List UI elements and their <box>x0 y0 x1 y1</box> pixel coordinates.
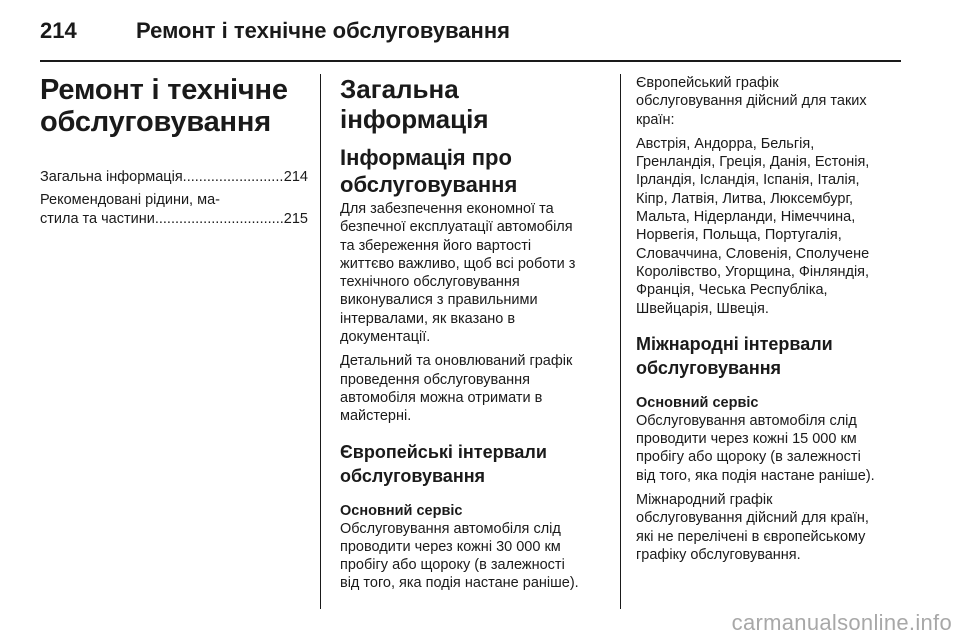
toc-line <box>40 168 308 186</box>
text-line: Детальний та оновлюваний графік <box>340 353 573 370</box>
heading-basic-service: Основний сервіс <box>636 394 759 411</box>
paragraph-country-list <box>636 135 916 318</box>
section-heading-general-info: Загальна інформація <box>340 74 489 134</box>
column-1 <box>40 74 308 233</box>
paragraph-international-interval <box>636 412 916 485</box>
text-line: Швейцарія, Швеція. <box>636 300 769 317</box>
watermark: carmanualsonline.info <box>731 610 952 635</box>
text-line: Словаччина, Словенія, Сполучене <box>636 245 870 262</box>
chapter-title-line: Ремонт і технічне <box>40 74 288 106</box>
text-line: країн: <box>636 111 675 128</box>
text-line: від того, яка подія настане раніше). <box>636 467 875 484</box>
paragraph-maintenance-importance <box>340 200 608 346</box>
heading-line: Інформація про <box>340 145 512 170</box>
text-line: Мальта, Нідерланди, Німеччина, <box>636 209 856 226</box>
text-line: та збереження його вартості <box>340 237 532 254</box>
column-2 <box>340 74 608 593</box>
toc-entry-fluids-parts[interactable] <box>40 191 308 228</box>
toc-entry-general-info[interactable] <box>40 168 308 186</box>
column-divider-2 <box>620 74 621 609</box>
text-line: обслуговування дійсний для таких <box>636 93 867 110</box>
text-line: пробігу або щороку (в залежності <box>340 557 565 574</box>
paragraph-european-schedule-scope <box>636 74 916 129</box>
heading-line: обслуговування <box>340 172 518 197</box>
text-line: документації. <box>340 329 431 346</box>
heading-line: обслуговування <box>636 357 782 378</box>
heading-line: обслуговування <box>340 465 486 486</box>
column-divider-1 <box>320 74 321 609</box>
toc-entry-text: стила та частини <box>40 210 155 227</box>
running-title: Ремонт і технічне обслуговування <box>136 18 510 43</box>
toc-entry-text: Загальна інформація <box>40 169 183 185</box>
chapter-title-line: обслуговування <box>40 106 271 138</box>
text-line: Кіпр, Латвія, Литва, Люксембург, <box>636 190 853 207</box>
text-line: Ірландія, Ісландія, Іспанія, Італія, <box>636 172 860 189</box>
text-line: Австрія, Андорра, Бельгія, <box>636 135 815 152</box>
paragraph-european-interval <box>340 520 608 593</box>
text-line: які не перелічені в європейському <box>636 528 866 545</box>
subsection-heading-service-info <box>340 144 608 198</box>
toc-line <box>40 191 308 209</box>
text-line: Європейський графік <box>636 75 779 91</box>
toc-entry-page: 214 <box>283 169 308 185</box>
toc-entry-page: 215 <box>283 210 308 227</box>
toc-line <box>40 210 308 228</box>
heading-line: Міжнародні інтервали <box>636 333 833 354</box>
text-line: Франція, Чеська Республіка, <box>636 282 828 299</box>
heading-european-intervals <box>340 440 608 488</box>
heading-basic-service: Основний сервіс <box>340 502 463 519</box>
text-line: безпечної експлуатації автомобіля <box>340 219 573 236</box>
toc-leader-dots <box>183 168 284 186</box>
text-line: обслуговування дійсний для країн, <box>636 510 869 527</box>
text-line: Обслуговування автомобіля слід <box>340 520 561 537</box>
text-line: пробігу або щороку (в залежності <box>636 449 861 466</box>
text-line: життєво важливо, щоб всі роботи з <box>340 255 576 272</box>
text-line: Міжнародний графік <box>636 492 773 509</box>
text-line: проведення обслуговування <box>340 371 530 388</box>
column-3 <box>636 74 916 564</box>
text-line: від того, яка подія настане раніше). <box>340 575 579 592</box>
text-line: виконувалися з правильними <box>340 292 538 309</box>
page-header <box>40 18 920 48</box>
text-line: автомобіля можна отримати в <box>340 389 543 406</box>
text-line: графіку обслуговування. <box>636 546 801 563</box>
text-line: проводити через кожні 15 000 км <box>636 431 857 448</box>
text-line: Для забезпечення економної та <box>340 201 554 217</box>
paragraph-service-schedule <box>340 352 608 425</box>
heading-international-intervals <box>636 332 916 380</box>
header-rule <box>40 60 901 62</box>
toc-leader-dots <box>155 210 284 228</box>
text-line: Королівство, Угорщина, Фінляндія, <box>636 263 870 280</box>
paragraph-international-schedule-scope <box>636 491 916 564</box>
chapter-title <box>40 74 308 138</box>
toc-entry-text: Рекомендовані рідини, ма- <box>40 192 220 209</box>
text-line: технічного обслуговування <box>340 274 520 291</box>
text-line: проводити через кожні 30 000 км <box>340 538 561 555</box>
text-line: Норвегія, Польща, Португалія, <box>636 227 842 244</box>
table-of-contents <box>40 168 308 228</box>
text-line: майстерні. <box>340 408 412 425</box>
heading-line: Європейські інтервали <box>340 441 547 462</box>
text-line: інтервалами, як вказано в <box>340 310 516 327</box>
text-line: Обслуговування автомобіля слід <box>636 412 857 429</box>
text-line: Гренландія, Греція, Данія, Естонія, <box>636 154 870 171</box>
page-number: 214 <box>40 18 77 43</box>
